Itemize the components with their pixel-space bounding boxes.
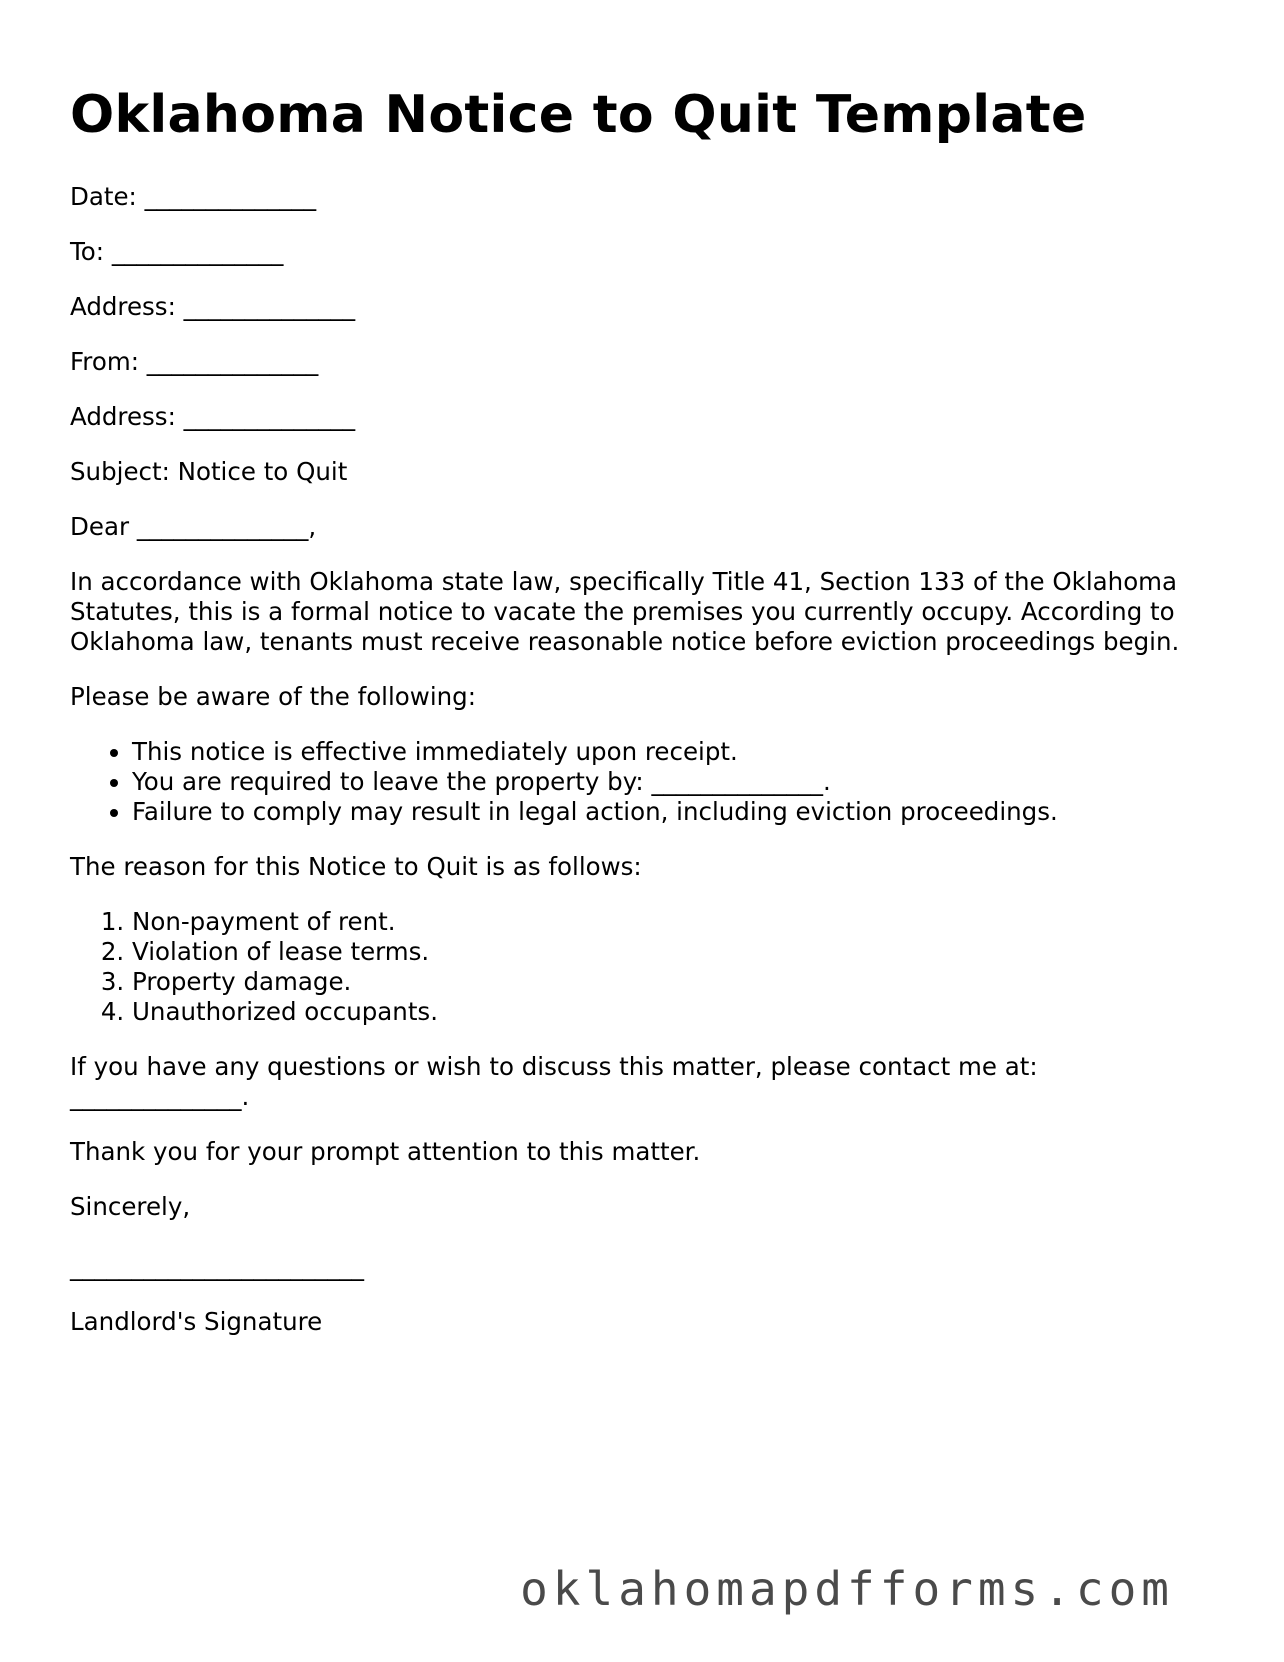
from-field: From: ______________ [70,347,319,377]
list-item: • Failure to comply may result in legal action, including eviction proceedings. [132,797,1220,827]
aware-heading: Please be aware of the following: [70,682,476,712]
list-item: 3. Property damage. [132,967,1220,997]
site-watermark: oklahomapdfforms.com [520,1562,1174,1616]
date-field: Date: ______________ [70,182,317,212]
to-field: To: ______________ [70,237,284,267]
reason-list [70,907,1220,1027]
list-item: • This notice is effective immediately upon receipt. [132,737,1220,767]
list-item: 1. Non-payment of rent. [132,907,1220,937]
subject-line: Subject: Notice to Quit [70,457,348,487]
signature-line: ________________________ [70,1252,364,1282]
reason-heading: The reason for this Notice to Quit is as follows: [70,852,642,882]
from-address-field: Address: ______________ [70,402,356,432]
list-item: 4. Unauthorized occupants. [132,997,1220,1027]
intro-paragraph: In accordance with Oklahoma state law, specifically Title 41, Section 133 of the Oklahoma Statutes, this is a formal notice to vacate the premises you currently occupy. According to Oklahoma law, tenants must receive reasonable notice before eviction proceedings begin. [70,567,1180,657]
contact-paragraph: If you have any questions or wish to discuss this matter, please contact me at: ______________. [70,1052,1038,1112]
closing-line: Sincerely, [70,1192,191,1222]
list-item: • You are required to leave the property by: ______________. [132,767,1220,797]
to-address-field: Address: ______________ [70,292,356,322]
thanks-line: Thank you for your prompt attention to this matter. [70,1137,701,1167]
document-title: Oklahoma Notice to Quit Template [70,85,1087,145]
list-item: 2. Violation of lease terms. [132,937,1220,967]
signature-label: Landlord's Signature [70,1307,323,1337]
document-page [70,84,1220,1362]
aware-list [70,737,1220,827]
salutation: Dear ______________, [70,512,317,542]
